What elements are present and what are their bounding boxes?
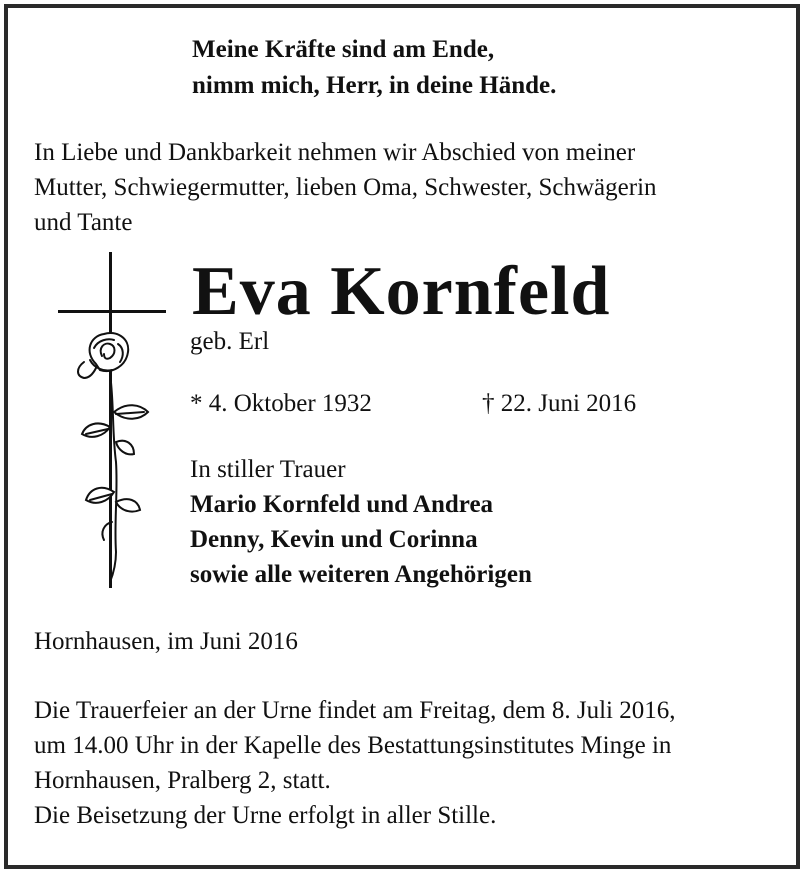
intro-line-2: Mutter, Schwiegermutter, lieben Oma, Schwester, Schwägerin — [34, 174, 657, 201]
deceased-name: Eva Kornfeld — [192, 253, 611, 330]
intro-line-1: In Liebe und Dankbarkeit nehmen wir Abschied von meiner — [34, 139, 636, 166]
ceremony-line-3: Hornhausen, Pralberg 2, statt. — [34, 767, 331, 794]
place-date: Hornhausen, im Juni 2016 — [34, 628, 298, 655]
death-date: † 22. Juni 2016 — [482, 390, 637, 417]
ceremony-line-4: Die Beisetzung der Urne erfolgt in aller Stille. — [34, 802, 497, 829]
cross-icon — [58, 252, 166, 588]
rose-icon — [78, 333, 148, 582]
ceremony-line-1: Die Trauerfeier an der Urne findet am Freitag, dem 8. Juli 2016, — [34, 697, 676, 724]
cross-rose-icon — [54, 252, 170, 592]
verse-line-1: Meine Kräfte sind am Ende, — [192, 36, 495, 63]
mourners-line-1: Mario Kornfeld und Andrea — [190, 491, 494, 518]
intro-line-3: und Tante — [34, 209, 133, 236]
mourners-line-2: Denny, Kevin und Corinna — [190, 526, 478, 553]
mourners-line-3: sowie alle weiteren Angehörigen — [190, 561, 532, 588]
birth-date: * 4. Oktober 1932 — [190, 390, 372, 417]
verse-line-2: nimm mich, Herr, in deine Hände. — [192, 72, 557, 99]
mourners-heading: In stiller Trauer — [190, 456, 346, 483]
maiden-name: geb. Erl — [190, 328, 270, 355]
ceremony-line-2: um 14.00 Uhr in der Kapelle des Bestattungsinstitutes Minge in — [34, 732, 672, 759]
